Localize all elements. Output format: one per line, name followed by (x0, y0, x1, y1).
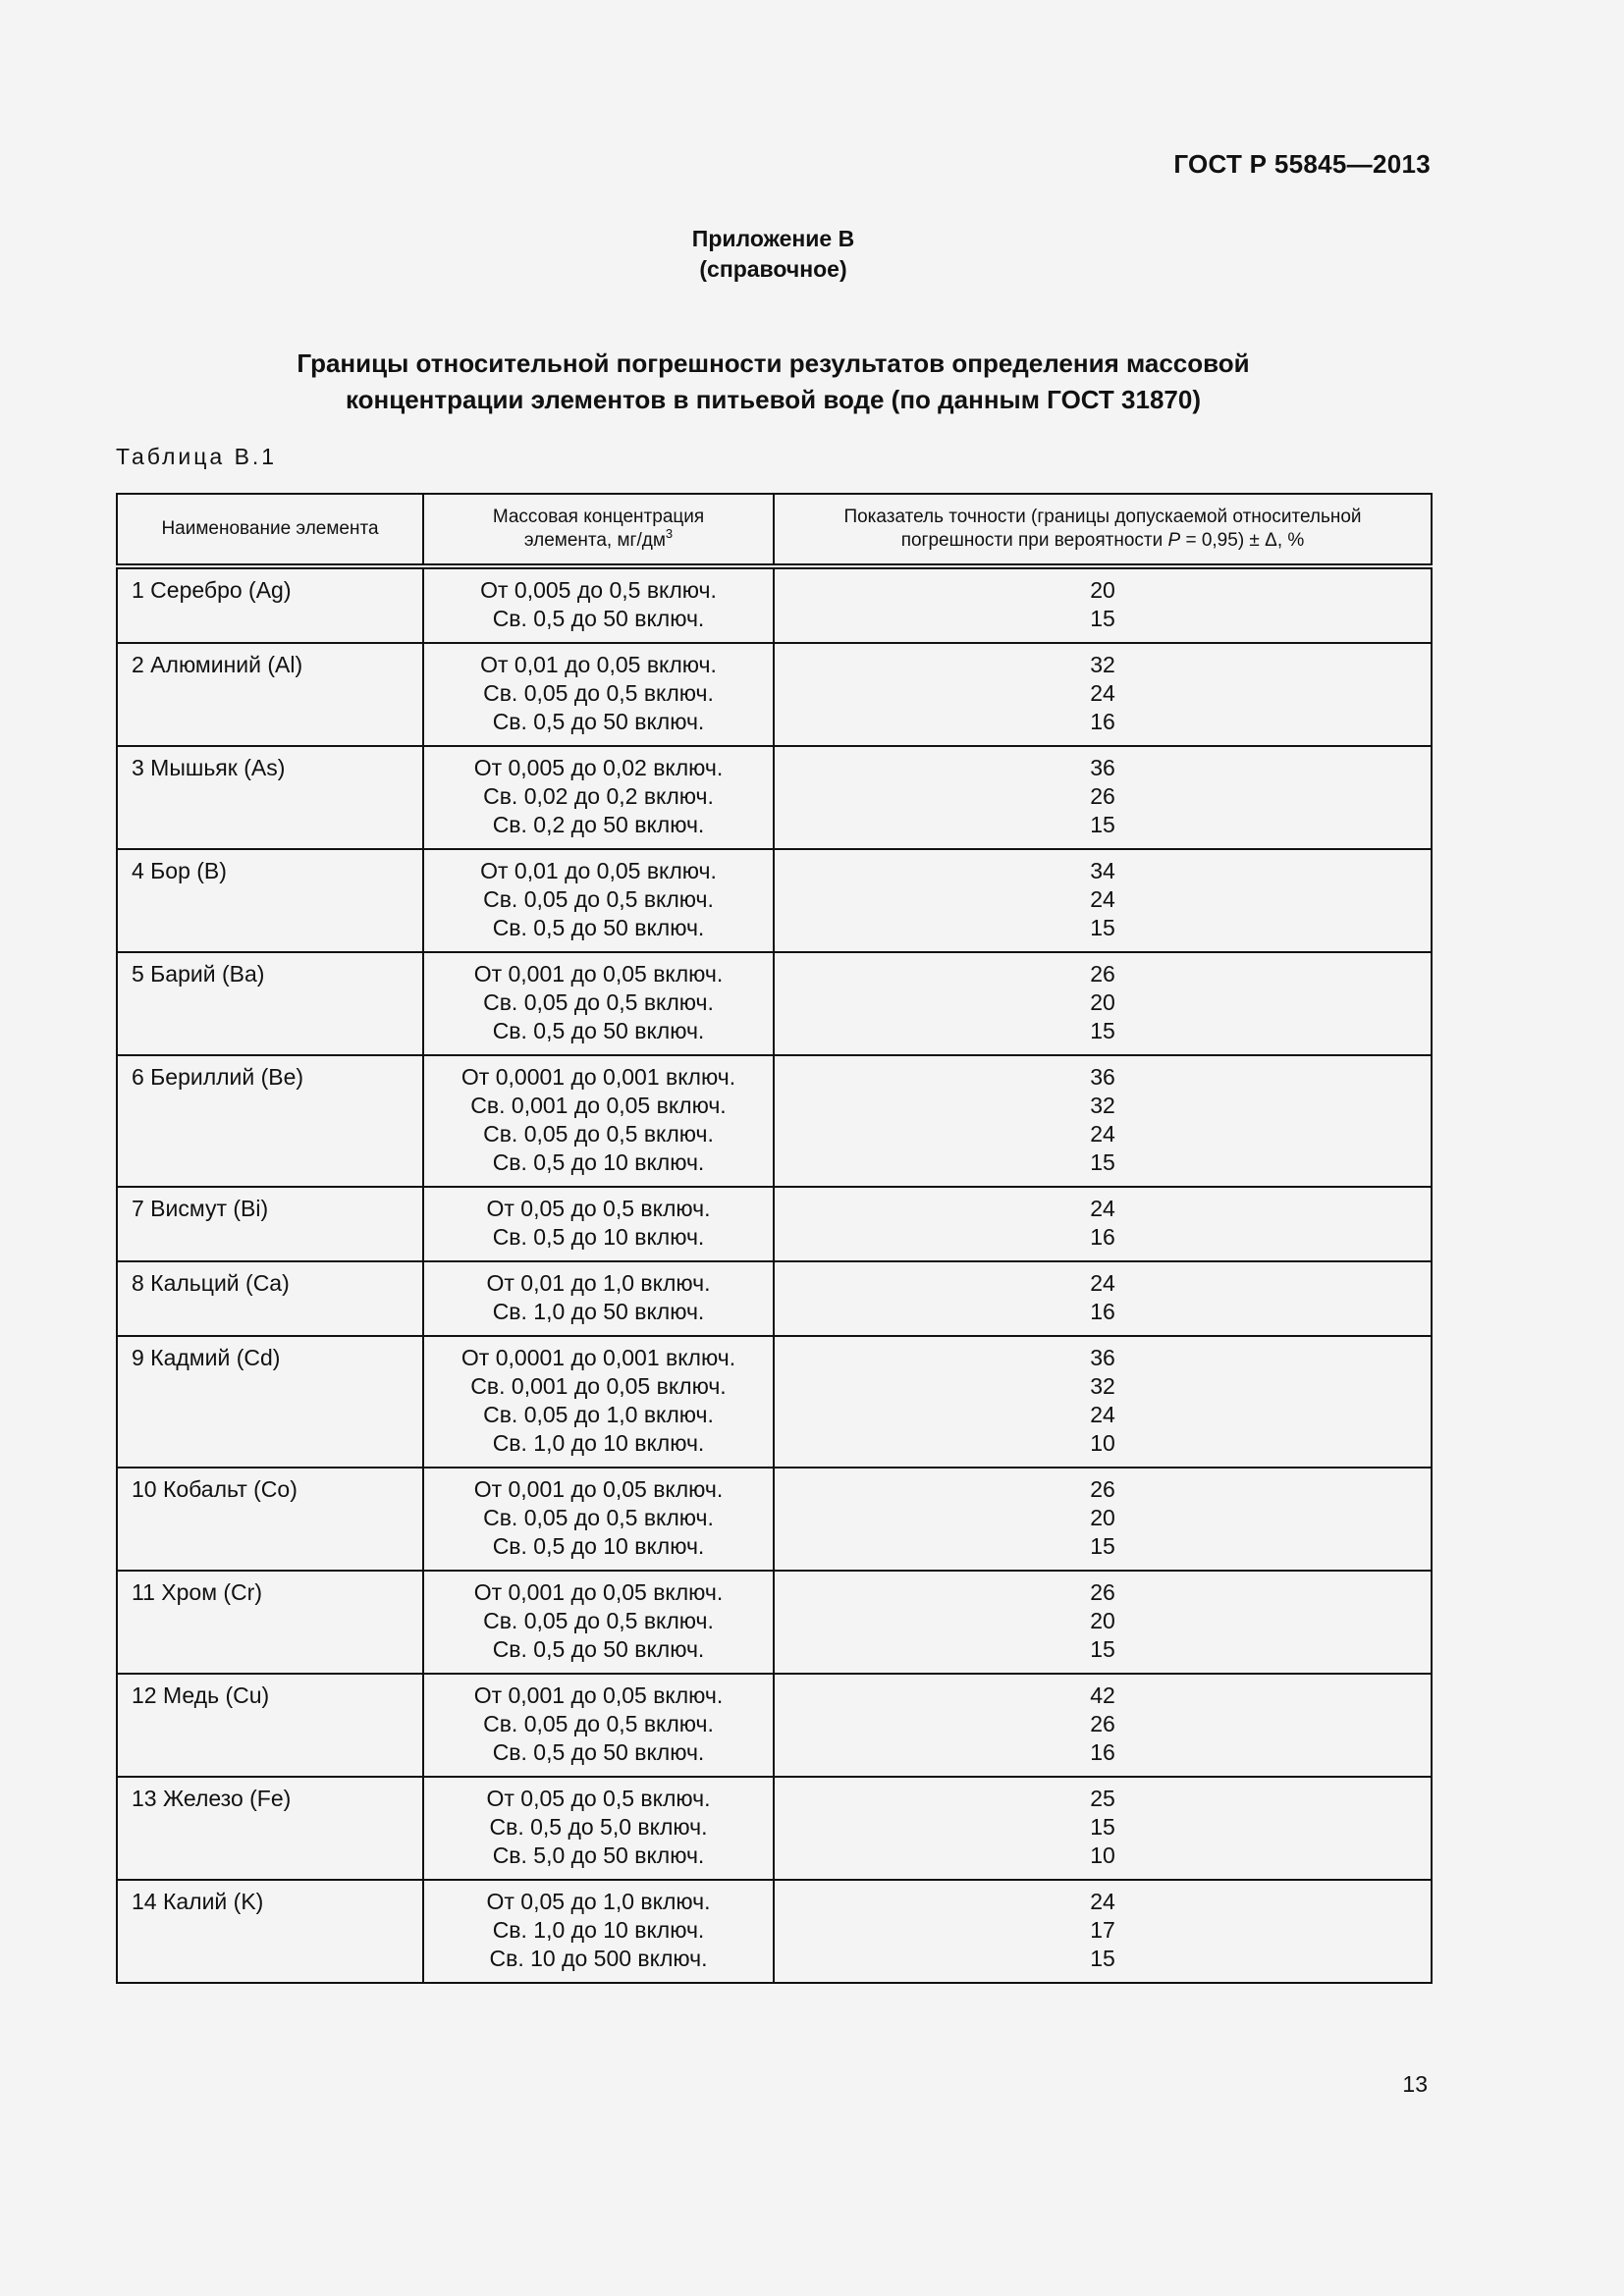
element-name-cell: 13 Железо (Fe) (117, 1777, 423, 1880)
table-body (117, 566, 1432, 1983)
concentration-range: Св. 0,5 до 50 включ. (492, 915, 705, 940)
concentration-range: Св. 0,05 до 0,5 включ. (483, 1505, 714, 1530)
concentration-range: Св. 0,05 до 0,5 включ. (483, 989, 714, 1015)
accuracy-value: 26 (1090, 961, 1115, 987)
concentration-range: Св. 1,0 до 10 включ. (492, 1430, 705, 1456)
accuracy-cell (774, 643, 1432, 746)
table-row (117, 1468, 1432, 1571)
concentration-cell (423, 746, 774, 849)
table-row (117, 849, 1432, 952)
concentration-range: Св. 0,05 до 1,0 включ. (483, 1402, 714, 1427)
concentration-range: От 0,001 до 0,05 включ. (473, 1476, 724, 1502)
accuracy-cell (774, 952, 1432, 1055)
accuracy-cell (774, 1674, 1432, 1777)
concentration-range: Св. 0,05 до 0,5 включ. (483, 1608, 714, 1633)
header-concentration-line-1: Массовая концентрация (492, 507, 705, 527)
accuracy-value: 24 (1090, 1402, 1115, 1427)
page-title (0, 346, 1546, 418)
table-row (117, 1261, 1432, 1336)
concentration-cell (423, 1055, 774, 1187)
concentration-cell (423, 1571, 774, 1674)
concentration-range: Св. 5,0 до 50 включ. (492, 1842, 705, 1868)
appendix-title: Приложение В (691, 226, 855, 251)
accuracy-value: 15 (1090, 1946, 1115, 1971)
concentration-range: Св. 0,5 до 5,0 включ. (489, 1814, 708, 1840)
page-title-line-1: Границы относительной погрешности результатов определения массовой (297, 348, 1250, 378)
page-number: 13 (1402, 2071, 1428, 2097)
accuracy-value: 32 (1090, 1373, 1115, 1399)
header-concentration-superscript: 3 (665, 526, 674, 541)
accuracy-value: 10 (1090, 1430, 1115, 1456)
accuracy-value: 24 (1090, 1121, 1115, 1147)
header-concentration-line-2 (434, 526, 763, 553)
concentration-range: Св. 0,2 до 50 включ. (492, 812, 705, 837)
concentration-range: Св. 0,001 до 0,05 включ. (470, 1373, 727, 1399)
element-name-cell: 9 Кадмий (Cd) (117, 1336, 423, 1468)
concentration-range: Св. 0,5 до 50 включ. (492, 1636, 705, 1662)
accuracy-value: 32 (1090, 652, 1115, 677)
concentration-range: От 0,05 до 0,5 включ. (486, 1786, 711, 1811)
accuracy-value: 15 (1090, 1636, 1115, 1662)
concentration-cell (423, 1336, 774, 1468)
table-row (117, 643, 1432, 746)
accuracy-value: 24 (1090, 680, 1115, 706)
header-element-name-text: Наименование элемента (161, 518, 379, 539)
header-accuracy (774, 494, 1432, 566)
header-accuracy-p-symbol: P (1167, 530, 1181, 551)
table-label: Таблица В.1 (116, 444, 278, 469)
element-name-cell: 10 Кобальт (Co) (117, 1468, 423, 1571)
concentration-range: Св. 0,02 до 0,2 включ. (483, 783, 714, 809)
concentration-cell (423, 643, 774, 746)
accuracy-table (116, 493, 1433, 1984)
concentration-range: Св. 1,0 до 50 включ. (492, 1299, 705, 1324)
concentration-range: Св. 0,5 до 10 включ. (492, 1149, 705, 1175)
concentration-range: От 0,001 до 0,05 включ. (473, 1579, 724, 1605)
concentration-range: Св. 1,0 до 10 включ. (492, 1917, 705, 1943)
table-header-row (117, 494, 1432, 566)
header-accuracy-text-b: = 0,95) ± Δ, % (1180, 530, 1305, 551)
accuracy-value: 20 (1090, 1608, 1115, 1633)
table-row (117, 1187, 1432, 1261)
accuracy-value: 16 (1090, 1224, 1115, 1250)
concentration-range: Св. 10 до 500 включ. (489, 1946, 708, 1971)
accuracy-value: 10 (1090, 1842, 1115, 1868)
accuracy-value: 42 (1090, 1682, 1115, 1708)
concentration-range: От 0,005 до 0,02 включ. (473, 755, 724, 780)
concentration-range: От 0,05 до 0,5 включ. (486, 1196, 711, 1221)
concentration-range: От 0,01 до 0,05 включ. (480, 858, 717, 883)
accuracy-value: 16 (1090, 1299, 1115, 1324)
concentration-range: Св. 0,5 до 50 включ. (492, 606, 705, 631)
accuracy-cell (774, 1187, 1432, 1261)
concentration-cell (423, 952, 774, 1055)
element-name-cell: 7 Висмут (Bi) (117, 1187, 423, 1261)
accuracy-cell (774, 1468, 1432, 1571)
table-row (117, 952, 1432, 1055)
accuracy-cell (774, 1571, 1432, 1674)
accuracy-value: 20 (1090, 1505, 1115, 1530)
accuracy-value: 15 (1090, 1814, 1115, 1840)
concentration-range: От 0,001 до 0,05 включ. (473, 1682, 724, 1708)
concentration-cell (423, 849, 774, 952)
accuracy-value: 24 (1090, 1196, 1115, 1221)
accuracy-cell (774, 1261, 1432, 1336)
table-row (117, 1336, 1432, 1468)
header-concentration-unit: элемента, мг/дм (523, 530, 666, 551)
accuracy-value: 15 (1090, 1018, 1115, 1043)
concentration-range: Св. 0,5 до 10 включ. (492, 1533, 705, 1559)
accuracy-value: 15 (1090, 915, 1115, 940)
concentration-cell (423, 1880, 774, 1983)
accuracy-value: 15 (1090, 812, 1115, 837)
concentration-cell (423, 1261, 774, 1336)
accuracy-value: 36 (1090, 1064, 1115, 1090)
concentration-range: Св. 0,001 до 0,05 включ. (470, 1093, 727, 1118)
concentration-range: Св. 0,05 до 0,5 включ. (483, 886, 714, 912)
accuracy-value: 16 (1090, 1739, 1115, 1765)
accuracy-value: 26 (1090, 1579, 1115, 1605)
table-row (117, 566, 1432, 643)
header-accuracy-line-2 (785, 529, 1421, 553)
concentration-range: От 0,0001 до 0,001 включ. (460, 1064, 736, 1090)
accuracy-value: 36 (1090, 1345, 1115, 1370)
accuracy-value: 16 (1090, 709, 1115, 734)
concentration-range: Св. 0,05 до 0,5 включ. (483, 1711, 714, 1736)
element-name-cell: 6 Бериллий (Be) (117, 1055, 423, 1187)
concentration-range: Св. 0,5 до 50 включ. (492, 1739, 705, 1765)
concentration-range: От 0,01 до 0,05 включ. (480, 652, 717, 677)
accuracy-value: 24 (1090, 1889, 1115, 1914)
accuracy-value: 15 (1090, 1533, 1115, 1559)
concentration-range: От 0,005 до 0,5 включ. (480, 577, 717, 603)
concentration-range: От 0,05 до 1,0 включ. (486, 1889, 711, 1914)
table-row (117, 1777, 1432, 1880)
concentration-range: От 0,001 до 0,05 включ. (473, 961, 724, 987)
table-row (117, 1571, 1432, 1674)
accuracy-cell (774, 746, 1432, 849)
table-container (116, 493, 1431, 1984)
element-name-cell: 3 Мышьяк (As) (117, 746, 423, 849)
table-row (117, 1674, 1432, 1777)
concentration-range: Св. 0,5 до 10 включ. (492, 1224, 705, 1250)
accuracy-cell (774, 1777, 1432, 1880)
accuracy-cell (774, 849, 1432, 952)
concentration-range: От 0,0001 до 0,001 включ. (460, 1345, 736, 1370)
accuracy-cell (774, 566, 1432, 643)
accuracy-value: 24 (1090, 1270, 1115, 1296)
element-name-cell: 2 Алюминий (Al) (117, 643, 423, 746)
concentration-range: Св. 0,05 до 0,5 включ. (483, 680, 714, 706)
concentration-cell (423, 566, 774, 643)
concentration-range: Св. 0,5 до 50 включ. (492, 1018, 705, 1043)
header-accuracy-line-1: Показатель точности (границы допускаемой относительной (843, 507, 1362, 527)
element-name-cell: 12 Медь (Cu) (117, 1674, 423, 1777)
page-title-line-2: концентрации элементов в питьевой воде (по данным ГОСТ 31870) (345, 385, 1201, 414)
appendix-heading (0, 224, 1546, 285)
concentration-cell (423, 1187, 774, 1261)
accuracy-cell (774, 1880, 1432, 1983)
accuracy-cell (774, 1336, 1432, 1468)
accuracy-value: 36 (1090, 755, 1115, 780)
concentration-cell (423, 1777, 774, 1880)
concentration-range: Св. 0,5 до 50 включ. (492, 709, 705, 734)
header-element-name (117, 494, 423, 566)
element-name-cell: 1 Серебро (Ag) (117, 566, 423, 643)
accuracy-value: 17 (1090, 1917, 1115, 1943)
accuracy-value: 25 (1090, 1786, 1115, 1811)
table-row (117, 1880, 1432, 1983)
accuracy-value: 20 (1090, 577, 1115, 603)
accuracy-cell (774, 1055, 1432, 1187)
accuracy-value: 26 (1090, 1711, 1115, 1736)
table-row (117, 746, 1432, 849)
document-code: ГОСТ Р 55845—2013 (1173, 149, 1431, 179)
accuracy-value: 20 (1090, 989, 1115, 1015)
element-name-cell: 5 Барий (Ba) (117, 952, 423, 1055)
concentration-range: Св. 0,05 до 0,5 включ. (483, 1121, 714, 1147)
appendix-subtitle: (справочное) (699, 256, 847, 282)
accuracy-value: 24 (1090, 886, 1115, 912)
concentration-range: От 0,01 до 1,0 включ. (486, 1270, 711, 1296)
header-accuracy-text-a: погрешности при вероятности (900, 530, 1168, 551)
accuracy-value: 26 (1090, 783, 1115, 809)
accuracy-value: 32 (1090, 1093, 1115, 1118)
accuracy-value: 34 (1090, 858, 1115, 883)
element-name-cell: 4 Бор (B) (117, 849, 423, 952)
header-concentration (423, 494, 774, 566)
table-row (117, 1055, 1432, 1187)
element-name-cell: 8 Кальций (Ca) (117, 1261, 423, 1336)
accuracy-value: 15 (1090, 1149, 1115, 1175)
element-name-cell: 14 Калий (K) (117, 1880, 423, 1983)
concentration-cell (423, 1468, 774, 1571)
accuracy-value: 26 (1090, 1476, 1115, 1502)
concentration-cell (423, 1674, 774, 1777)
accuracy-value: 15 (1090, 606, 1115, 631)
element-name-cell: 11 Хром (Cr) (117, 1571, 423, 1674)
